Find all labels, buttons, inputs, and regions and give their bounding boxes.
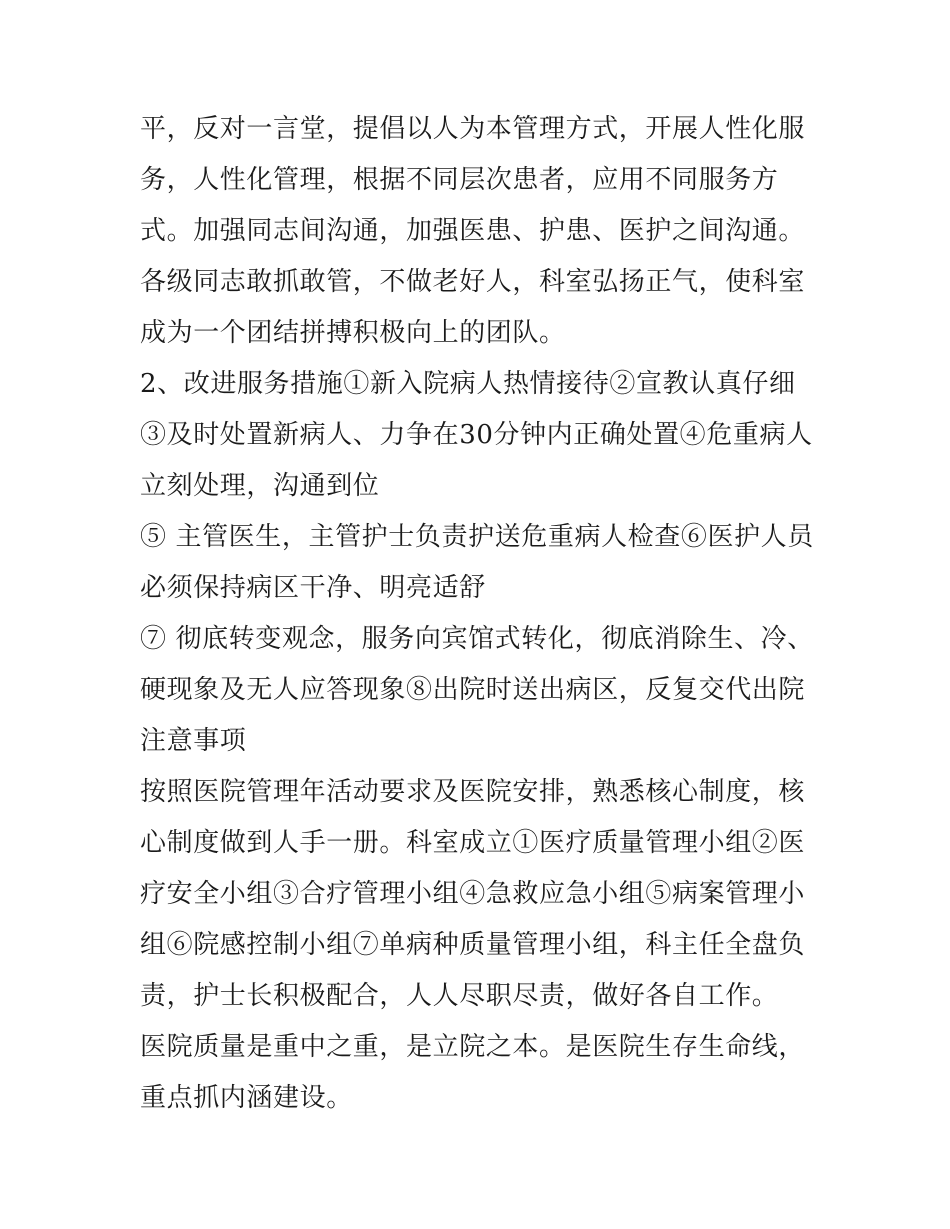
- paragraph-service-attitude: ⑦ 彻底转变观念，服务向宾馆式转化，彻底消除生、冷、硬现象及无人应答现象⑧出院时送出病区，反复交代出院注意事项: [140, 624, 814, 756]
- paragraph-core-system: 按照医院管理年活动要求及医院安排，熟悉核心制度，核心制度做到人手一册。科室成立①医疗质量管理小组②医疗安全小组③合疗管理小组④急救应急小组⑤病案管理小组⑥院感控制小组⑦单病种质量管理小组，科主任全盘负责，护士长积极配合，人人尽职尽责，做好各自工作。: [140, 777, 806, 1011]
- paragraph-service-measures: 2、改进服务措施①新入院病人热情接待②宣教认真仔细 ③及时处置新病人、力争在30分钟内正确处置④危重病人立刻处理，沟通到位: [140, 369, 813, 501]
- paragraph-team-management: 平，反对一言堂，提倡以人为本管理方式，开展人性化服务，人性化管理，根据不同层次患者，应用不同服务方式。加强同志间沟通，加强医患、护患、医护之间沟通。各级同志敢抓敢管，不做老好人，科室弘扬正气，使科室成为一个团结拼搏积极向上的团队。: [140, 114, 806, 348]
- document-body: [140, 104, 820, 1124]
- paragraph-hospital-quality: 医院质量是重中之重，是立院之本。是医院生存生命线，重点抓内涵建设。: [140, 1032, 806, 1113]
- paragraph-patient-escort: ⑤ 主管医生，主管护士负责护送危重病人检查⑥医护人员必须保持病区干净、明亮适舒: [140, 522, 814, 603]
